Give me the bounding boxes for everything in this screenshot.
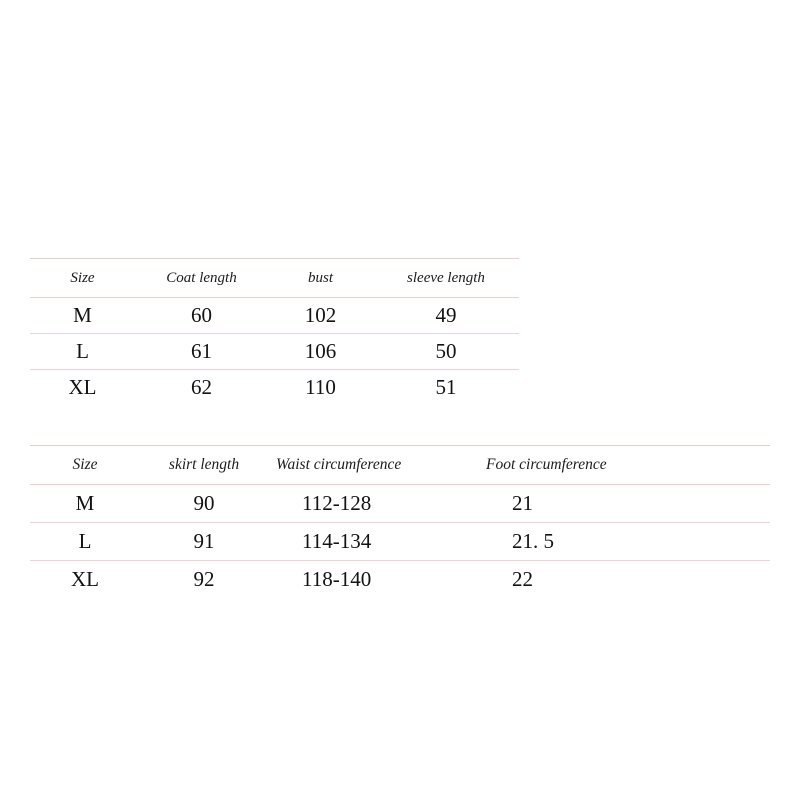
cell-bust: 106 (268, 334, 373, 370)
cell-sleeve-length: 51 (435, 375, 457, 399)
table-row (30, 334, 519, 370)
cell-waist-circumference: 118-140 (302, 567, 372, 591)
cell-bust: 102 (268, 298, 373, 334)
column-header-skirt-length: skirt length (140, 446, 268, 485)
bottom-size-chart-table (30, 445, 770, 598)
bottom-size-chart (30, 445, 770, 598)
cell-sleeve-length: 50 (373, 334, 519, 370)
cell-sleeve-length: 49 (373, 298, 519, 334)
cell-size: L (30, 523, 140, 561)
table-row (30, 523, 770, 561)
cell-coat-length: 62 (191, 375, 212, 399)
table-row (30, 485, 770, 523)
cell-bust: 110 (305, 375, 336, 399)
column-header-bust: bust (268, 259, 373, 298)
column-header-foot-circumference: Foot circumference (478, 446, 770, 485)
column-header-size: Size (30, 259, 135, 298)
cell-skirt-length: 92 (193, 567, 215, 591)
cell-size: M (30, 298, 135, 334)
cell-size: XL (71, 567, 99, 591)
table-row (30, 561, 770, 599)
cell-foot-circumference: 21. 5 (478, 523, 770, 561)
cell-foot-circumference: 22 (512, 567, 533, 591)
cell-waist-circumference: 114-134 (268, 523, 478, 561)
top-size-chart-table (30, 258, 519, 405)
cell-waist-circumference: 112-128 (268, 485, 478, 523)
cell-coat-length: 60 (135, 298, 268, 334)
cell-size: M (30, 485, 140, 523)
cell-size: L (30, 334, 135, 370)
column-header-sleeve-length: sleeve length (373, 259, 519, 298)
table-header-row (30, 259, 519, 298)
column-header-waist-circumference: Waist circumference (268, 446, 478, 485)
table-row (30, 298, 519, 334)
column-header-coat-length: Coat length (135, 259, 268, 298)
table-row (30, 370, 519, 406)
cell-size: XL (68, 375, 97, 399)
column-header-size: Size (30, 446, 140, 485)
cell-skirt-length: 91 (140, 523, 268, 561)
cell-foot-circumference: 21 (478, 485, 770, 523)
table-header-row (30, 446, 770, 485)
cell-coat-length: 61 (135, 334, 268, 370)
cell-skirt-length: 90 (140, 485, 268, 523)
top-size-chart (30, 258, 519, 405)
